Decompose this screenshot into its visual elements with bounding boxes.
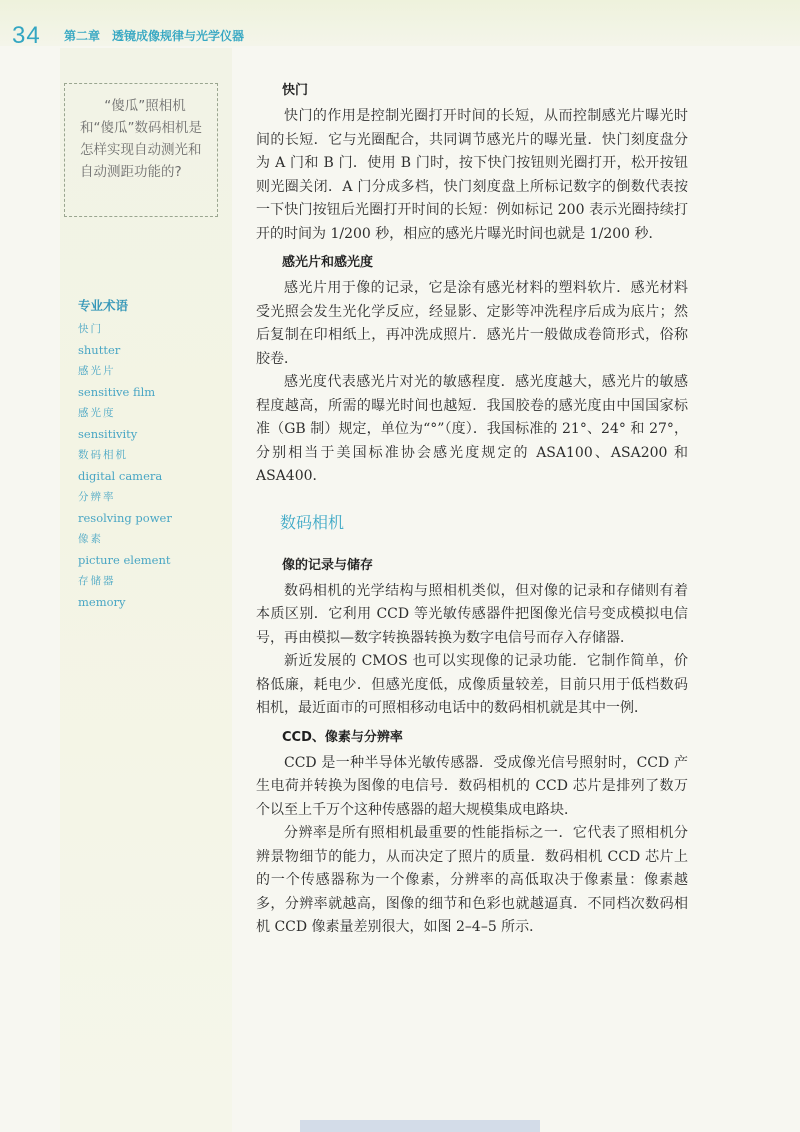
shutter-paragraph: 快门的作用是控制光圈打开时间的长短，从而控制感光片曝光时间的长短．它与光圈配合，共同调节感光片的曝光量．快门刻度盘分为 A 门和 B 门．使用 B 门时，按下快门按钮则光圈打开，松开按钮则光圈关闭．A 门分成多档，快门刻度盘上所标记数字的倒数代表按一下快门按钮后光圈打开时间的长短：例如标记 200 表示光圈持续打开的时间为 1/200 秒，相应的感光片曝光时间也就是 1/200 秒． xyxy=(256,108,688,242)
chapter-title: 第二章 透镜成像规律与光学仪器 xyxy=(64,29,245,43)
film-paragraph: 感光片用于像的记录，它是涂有感光材料的塑料软片．感光材料受光照会发生光化学反应，经显影、定影等冲洗程序后成为底片；然后复制在印相纸上，再冲洗成照片．感光片一般做成卷筒形式，俗称胶卷． xyxy=(256,280,688,367)
page-number: 34 xyxy=(12,22,41,49)
ccd-heading: CCD、像素与分辨率 xyxy=(282,729,403,745)
glossary-list xyxy=(78,319,172,613)
glossary-term-zh: 快门 xyxy=(78,323,103,335)
glossary-term-en: resolving power xyxy=(78,511,172,525)
recording-heading: 像的记录与储存 xyxy=(282,557,374,573)
main-text xyxy=(256,80,688,940)
resolution-paragraph: 分辨率是所有照相机最重要的性能指标之一．它代表了照相机分辨景物细节的能力，从而决定了照片的质量．数码相机 CCD 芯片上的一个传感器称为一个像素，分辨率的高低取决于像素量：像素越多，分辨率就越高，图像的细节和色彩也就越逼真．不同档次数码相机 CCD 像素量差别很大，如图 2–4–5 所示． xyxy=(256,825,688,935)
shutter-heading: 快门 xyxy=(282,83,309,98)
ccd-paragraph: CCD 是一种半导体光敏传感器．受成像光信号照射时，CCD 产生电荷并转换为图像的电信号．数码相机的 CCD 芯片是排列了数万个以至上千万个这种传感器的超大规模集成电路块． xyxy=(256,754,688,818)
sensitivity-paragraph: 感光度代表感光片对光的敏感程度．感光度越大，感光片的敏感程度越高，所需的曝光时间也越短．我国胶卷的感光度由中国国家标准（GB 制）规定，单位为“°”（度）．我国标准的 21°、24° 和 27°，分别相当于美国标准协会感光度规定的 ASA100、ASA200 和 ASA400． xyxy=(256,374,688,484)
glossary-term-en: sensitive film xyxy=(78,385,156,399)
section-title: 数码相机 xyxy=(280,512,345,532)
glossary-term-zh: 感光片 xyxy=(78,365,116,377)
glossary-term-zh: 像素 xyxy=(78,533,103,545)
glossary-term-en: picture element xyxy=(78,553,171,567)
glossary-term-zh: 感光度 xyxy=(78,407,116,419)
glossary-term-en: shutter xyxy=(78,343,121,357)
glossary-title: 专业术语 xyxy=(78,298,129,313)
footer-bar xyxy=(300,1120,540,1132)
glossary-term-zh: 分辨率 xyxy=(78,491,116,503)
glossary-term-en: sensitivity xyxy=(78,427,138,441)
sidebar-question: “傻瓜”照相机和“傻瓜”数码相机是怎样实现自动测光和自动测距功能的? xyxy=(80,98,202,180)
glossary-term-en: digital camera xyxy=(78,469,163,483)
recording-paragraph: 数码相机的光学结构与照相机类似，但对像的记录和存储则有着本质区别．它利用 CCD 等光敏传感器件把图像光信号变成模拟电信号，再由模拟—数字转换器转换为数字电信号而存入存储器． xyxy=(256,582,688,646)
glossary-term-zh: 存储器 xyxy=(78,575,116,587)
film-heading: 感光片和感光度 xyxy=(282,255,374,270)
glossary-term-zh: 数码相机 xyxy=(78,449,128,461)
glossary-term-en: memory xyxy=(78,595,126,609)
cmos-paragraph: 新近发展的 CMOS 也可以实现像的记录功能．它制作简单，价格低廉，耗电少．但感光度低，成像质量较差，目前只用于低档数码相机，最近面市的可照相移动电话中的数码相机就是其中一例． xyxy=(256,653,688,716)
